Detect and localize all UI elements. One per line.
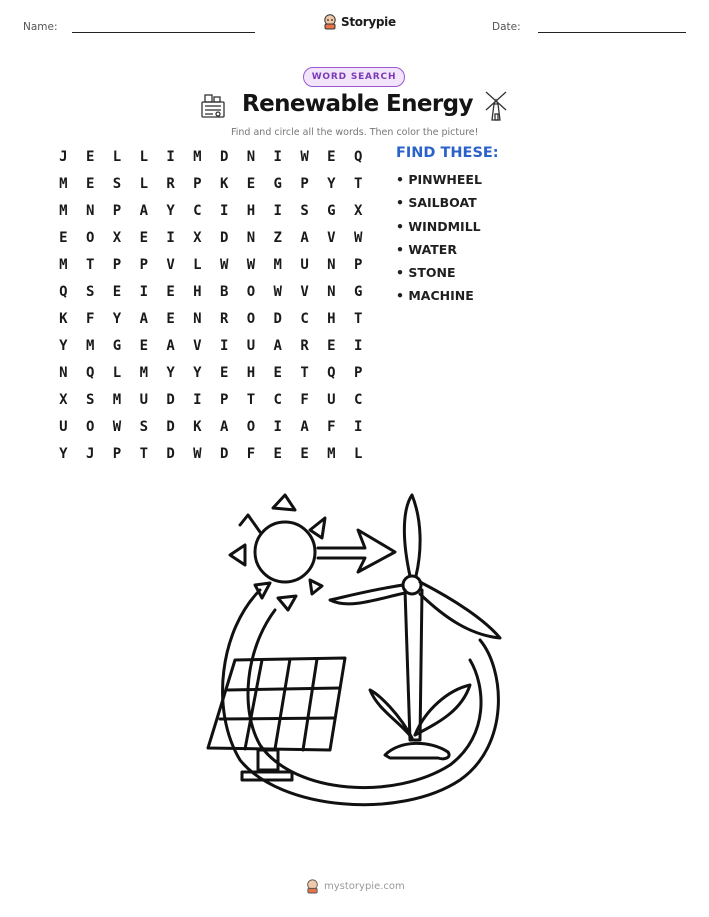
grid-row bbox=[50, 146, 372, 173]
grid-letter[interactable]: Q bbox=[85, 365, 95, 381]
grid-letter[interactable]: A bbox=[300, 230, 309, 246]
grid-row bbox=[50, 362, 372, 389]
machine-icon bbox=[199, 92, 227, 120]
grid-letter[interactable]: N bbox=[327, 284, 336, 300]
grid-letter[interactable]: D bbox=[219, 446, 229, 462]
grid-letter[interactable]: I bbox=[353, 338, 363, 354]
grid-letter[interactable]: I bbox=[353, 419, 363, 435]
word-list-title: FIND THESE: bbox=[396, 145, 499, 161]
grid-letter[interactable]: O bbox=[246, 419, 256, 435]
grid-letter[interactable]: N bbox=[246, 149, 256, 165]
grid-letter[interactable]: L bbox=[112, 365, 122, 381]
grid-letter[interactable]: T bbox=[300, 365, 309, 381]
grid-letter[interactable]: I bbox=[219, 338, 229, 354]
grid-letter[interactable]: T bbox=[353, 311, 363, 327]
grid-letter[interactable]: D bbox=[166, 419, 175, 435]
grid-letter[interactable]: U bbox=[327, 392, 336, 408]
grid-letter[interactable]: Z bbox=[273, 230, 282, 246]
grid-letter[interactable]: E bbox=[166, 311, 175, 327]
grid-letter[interactable]: W bbox=[193, 446, 202, 462]
grid-letter[interactable]: M bbox=[139, 365, 148, 381]
grid-letter[interactable]: Y bbox=[166, 203, 175, 219]
grid-letter[interactable]: A bbox=[139, 203, 148, 219]
grid-letter[interactable]: C bbox=[300, 311, 309, 327]
grid-letter[interactable]: E bbox=[327, 149, 336, 165]
word-list-item: • MACHINE bbox=[396, 288, 474, 304]
brand-name: Storypie bbox=[341, 15, 396, 29]
grid-row bbox=[50, 443, 372, 470]
sun-icon bbox=[255, 522, 315, 582]
grid-letter[interactable]: D bbox=[166, 446, 175, 462]
grid-letter[interactable]: W bbox=[112, 419, 122, 435]
grid-letter[interactable]: N bbox=[327, 257, 336, 273]
grid-letter[interactable]: L bbox=[139, 176, 148, 192]
grid-letter[interactable]: D bbox=[166, 392, 175, 408]
grid-letter[interactable]: N bbox=[193, 311, 202, 327]
grid-letter[interactable]: H bbox=[193, 284, 202, 300]
grid-letter[interactable]: M bbox=[59, 257, 68, 273]
grid-letter[interactable]: Y bbox=[193, 365, 202, 381]
grid-letter[interactable]: Q bbox=[59, 284, 68, 300]
grid-row bbox=[50, 335, 372, 362]
grid-letter[interactable]: I bbox=[273, 149, 282, 165]
grid-letter[interactable]: T bbox=[85, 257, 95, 273]
grid-letter[interactable]: E bbox=[139, 338, 148, 354]
grid-letter[interactable]: N bbox=[85, 203, 95, 219]
grid-letter[interactable]: T bbox=[353, 176, 363, 192]
grid-letter[interactable]: C bbox=[273, 392, 282, 408]
grid-row bbox=[50, 308, 372, 335]
grid-letter[interactable]: X bbox=[353, 203, 363, 219]
grid-letter[interactable]: P bbox=[219, 392, 229, 408]
grid-letter[interactable]: I bbox=[166, 149, 175, 165]
grid-letter[interactable]: W bbox=[353, 230, 363, 246]
grid-letter[interactable]: S bbox=[139, 419, 148, 435]
grid-letter[interactable]: D bbox=[219, 230, 229, 246]
grid-row bbox=[50, 281, 372, 308]
grid-letter[interactable]: T bbox=[139, 446, 148, 462]
grid-letter[interactable]: Y bbox=[112, 311, 122, 327]
grid-letter[interactable]: P bbox=[193, 176, 202, 192]
word-search-badge bbox=[303, 67, 405, 87]
grid-letter[interactable]: M bbox=[112, 392, 122, 408]
grid-letter[interactable]: E bbox=[273, 365, 282, 381]
renewable-energy-illustration bbox=[200, 490, 510, 820]
grid-letter[interactable]: G bbox=[112, 338, 122, 354]
grid-letter[interactable]: E bbox=[246, 176, 256, 192]
grid-letter[interactable]: K bbox=[219, 176, 229, 192]
grid-letter[interactable]: P bbox=[353, 257, 363, 273]
grid-letter[interactable]: P bbox=[139, 257, 148, 273]
grid-letter[interactable]: C bbox=[353, 392, 363, 408]
grid-letter[interactable]: W bbox=[300, 149, 309, 165]
grid-letter[interactable]: F bbox=[246, 446, 256, 462]
grid-letter[interactable]: T bbox=[246, 392, 256, 408]
grid-letter[interactable]: Q bbox=[353, 149, 363, 165]
grid-letter[interactable]: Y bbox=[59, 338, 68, 354]
word-list-item: • WINDMILL bbox=[396, 218, 481, 234]
grid-row bbox=[50, 173, 372, 200]
grid-letter[interactable]: W bbox=[246, 257, 256, 273]
grid-letter[interactable]: G bbox=[273, 176, 282, 192]
grid-letter[interactable]: P bbox=[112, 203, 122, 219]
grid-letter[interactable]: V bbox=[193, 338, 202, 354]
grid-letter[interactable]: O bbox=[246, 311, 256, 327]
grid-letter[interactable]: L bbox=[112, 149, 122, 165]
grid-row bbox=[50, 416, 372, 443]
grid-letter[interactable]: E bbox=[300, 446, 309, 462]
grid-letter[interactable]: C bbox=[193, 203, 202, 219]
plant-icon bbox=[370, 690, 412, 738]
grid-letter[interactable]: M bbox=[327, 446, 336, 462]
grid-letter[interactable]: L bbox=[193, 257, 202, 273]
grid-letter[interactable]: E bbox=[85, 176, 95, 192]
brand-logo bbox=[323, 14, 396, 30]
grid-letter[interactable]: S bbox=[112, 176, 122, 192]
grid-letter[interactable]: Y bbox=[327, 176, 336, 192]
footer bbox=[306, 879, 405, 894]
grid-letter[interactable]: Y bbox=[166, 365, 175, 381]
grid-letter[interactable]: R bbox=[300, 338, 309, 354]
grid-letter[interactable]: W bbox=[273, 284, 282, 300]
grid-letter[interactable]: G bbox=[327, 203, 336, 219]
grid-letter[interactable]: K bbox=[193, 419, 202, 435]
grid-letter[interactable]: E bbox=[59, 230, 68, 246]
grid-letter[interactable]: U bbox=[59, 419, 68, 435]
grid-letter[interactable]: O bbox=[85, 419, 95, 435]
grid-letter[interactable]: X bbox=[112, 230, 122, 246]
grid-letter[interactable]: I bbox=[219, 203, 229, 219]
grid-letter[interactable]: O bbox=[85, 230, 95, 246]
grid-row bbox=[50, 200, 372, 227]
grid-letter[interactable]: N bbox=[59, 365, 68, 381]
grid-letter[interactable]: I bbox=[139, 284, 148, 300]
grid-letter[interactable]: S bbox=[85, 392, 95, 408]
grid-letter[interactable]: F bbox=[300, 392, 309, 408]
grid-letter[interactable]: F bbox=[327, 419, 336, 435]
grid-letter[interactable]: V bbox=[327, 230, 336, 246]
grid-letter[interactable]: X bbox=[193, 230, 202, 246]
name-label: Name: bbox=[23, 21, 58, 33]
grid-letter[interactable]: P bbox=[112, 257, 122, 273]
arrow-icon bbox=[318, 530, 395, 572]
grid-letter[interactable]: I bbox=[273, 419, 282, 435]
grid-letter[interactable]: D bbox=[219, 149, 229, 165]
grid-letter[interactable]: J bbox=[85, 446, 95, 462]
date-label: Date: bbox=[492, 21, 521, 33]
grid-letter[interactable]: A bbox=[166, 338, 175, 354]
grid-letter[interactable]: K bbox=[59, 311, 68, 327]
grid-row bbox=[50, 389, 372, 416]
grid-letter[interactable]: E bbox=[219, 365, 229, 381]
grid-letter[interactable]: V bbox=[166, 257, 175, 273]
grid-letter[interactable]: G bbox=[353, 284, 363, 300]
grid-letter[interactable]: A bbox=[219, 419, 229, 435]
grid-letter[interactable]: U bbox=[300, 257, 309, 273]
grid-letter[interactable]: R bbox=[166, 176, 175, 192]
grid-letter[interactable]: W bbox=[219, 257, 229, 273]
wind-turbine-icon bbox=[405, 590, 422, 740]
grid-letter[interactable]: Y bbox=[59, 446, 68, 462]
page-title: Renewable Energy bbox=[242, 91, 473, 117]
grid-letter[interactable]: F bbox=[85, 311, 95, 327]
grid-letter[interactable]: P bbox=[300, 176, 309, 192]
grid-letter[interactable]: E bbox=[273, 446, 282, 462]
grid-letter[interactable]: E bbox=[85, 149, 95, 165]
grid-letter[interactable]: S bbox=[85, 284, 95, 300]
grid-letter[interactable]: B bbox=[219, 284, 229, 300]
grid-letter[interactable]: Q bbox=[327, 365, 336, 381]
word-list-item: • SAILBOAT bbox=[396, 195, 477, 211]
word-list-item: • PINWHEEL bbox=[396, 172, 482, 187]
grid-letter[interactable]: S bbox=[300, 203, 309, 219]
grid-letter[interactable]: I bbox=[193, 392, 202, 408]
windmill-icon bbox=[482, 90, 510, 122]
word-list-item: • STONE bbox=[396, 265, 456, 281]
grid-letter[interactable]: E bbox=[166, 284, 175, 300]
word-list bbox=[396, 172, 482, 312]
grid-letter[interactable]: I bbox=[273, 203, 282, 219]
grid-letter[interactable]: A bbox=[300, 419, 309, 435]
grid-letter[interactable]: X bbox=[59, 392, 68, 408]
grid-letter[interactable]: O bbox=[246, 284, 256, 300]
date-line bbox=[538, 32, 686, 33]
grid-letter[interactable]: L bbox=[139, 149, 148, 165]
grid-letter[interactable]: R bbox=[219, 311, 229, 327]
grid-letter[interactable]: P bbox=[353, 365, 363, 381]
grid-letter[interactable]: N bbox=[246, 230, 256, 246]
footer-url[interactable]: mystorypie.com bbox=[324, 881, 405, 892]
grid-letter[interactable]: E bbox=[139, 230, 148, 246]
grid-letter[interactable]: V bbox=[300, 284, 309, 300]
grid-letter[interactable]: M bbox=[85, 338, 95, 354]
grid-letter[interactable]: M bbox=[59, 176, 68, 192]
grid-letter[interactable]: E bbox=[112, 284, 122, 300]
grid-letter[interactable]: A bbox=[273, 338, 282, 354]
grid-letter[interactable]: H bbox=[327, 311, 336, 327]
grid-letter[interactable]: H bbox=[246, 365, 256, 381]
instructions: Find and circle all the words. Then color the picture! bbox=[231, 127, 479, 138]
storypie-mascot-icon bbox=[323, 14, 337, 30]
grid-letter[interactable]: I bbox=[166, 230, 175, 246]
grid-row bbox=[50, 227, 372, 254]
grid-letter[interactable]: L bbox=[353, 446, 363, 462]
grid-letter[interactable]: U bbox=[139, 392, 148, 408]
storypie-mascot-icon bbox=[306, 879, 319, 894]
letter-grid bbox=[50, 146, 372, 470]
name-line bbox=[72, 32, 255, 33]
grid-letter[interactable]: U bbox=[246, 338, 256, 354]
grid-letter[interactable]: A bbox=[139, 311, 148, 327]
grid-letter[interactable]: D bbox=[273, 311, 282, 327]
grid-row bbox=[50, 254, 372, 281]
word-list-item: • WATER bbox=[396, 241, 457, 257]
badge-label: WORD SEARCH bbox=[311, 72, 397, 82]
grid-letter[interactable]: P bbox=[112, 446, 122, 462]
grid-letter[interactable]: E bbox=[327, 338, 336, 354]
grid-letter[interactable]: M bbox=[59, 203, 68, 219]
grid-letter[interactable]: M bbox=[273, 257, 282, 273]
grid-letter[interactable]: M bbox=[193, 149, 202, 165]
grid-letter[interactable]: J bbox=[59, 149, 68, 165]
grid-letter[interactable]: H bbox=[246, 203, 256, 219]
